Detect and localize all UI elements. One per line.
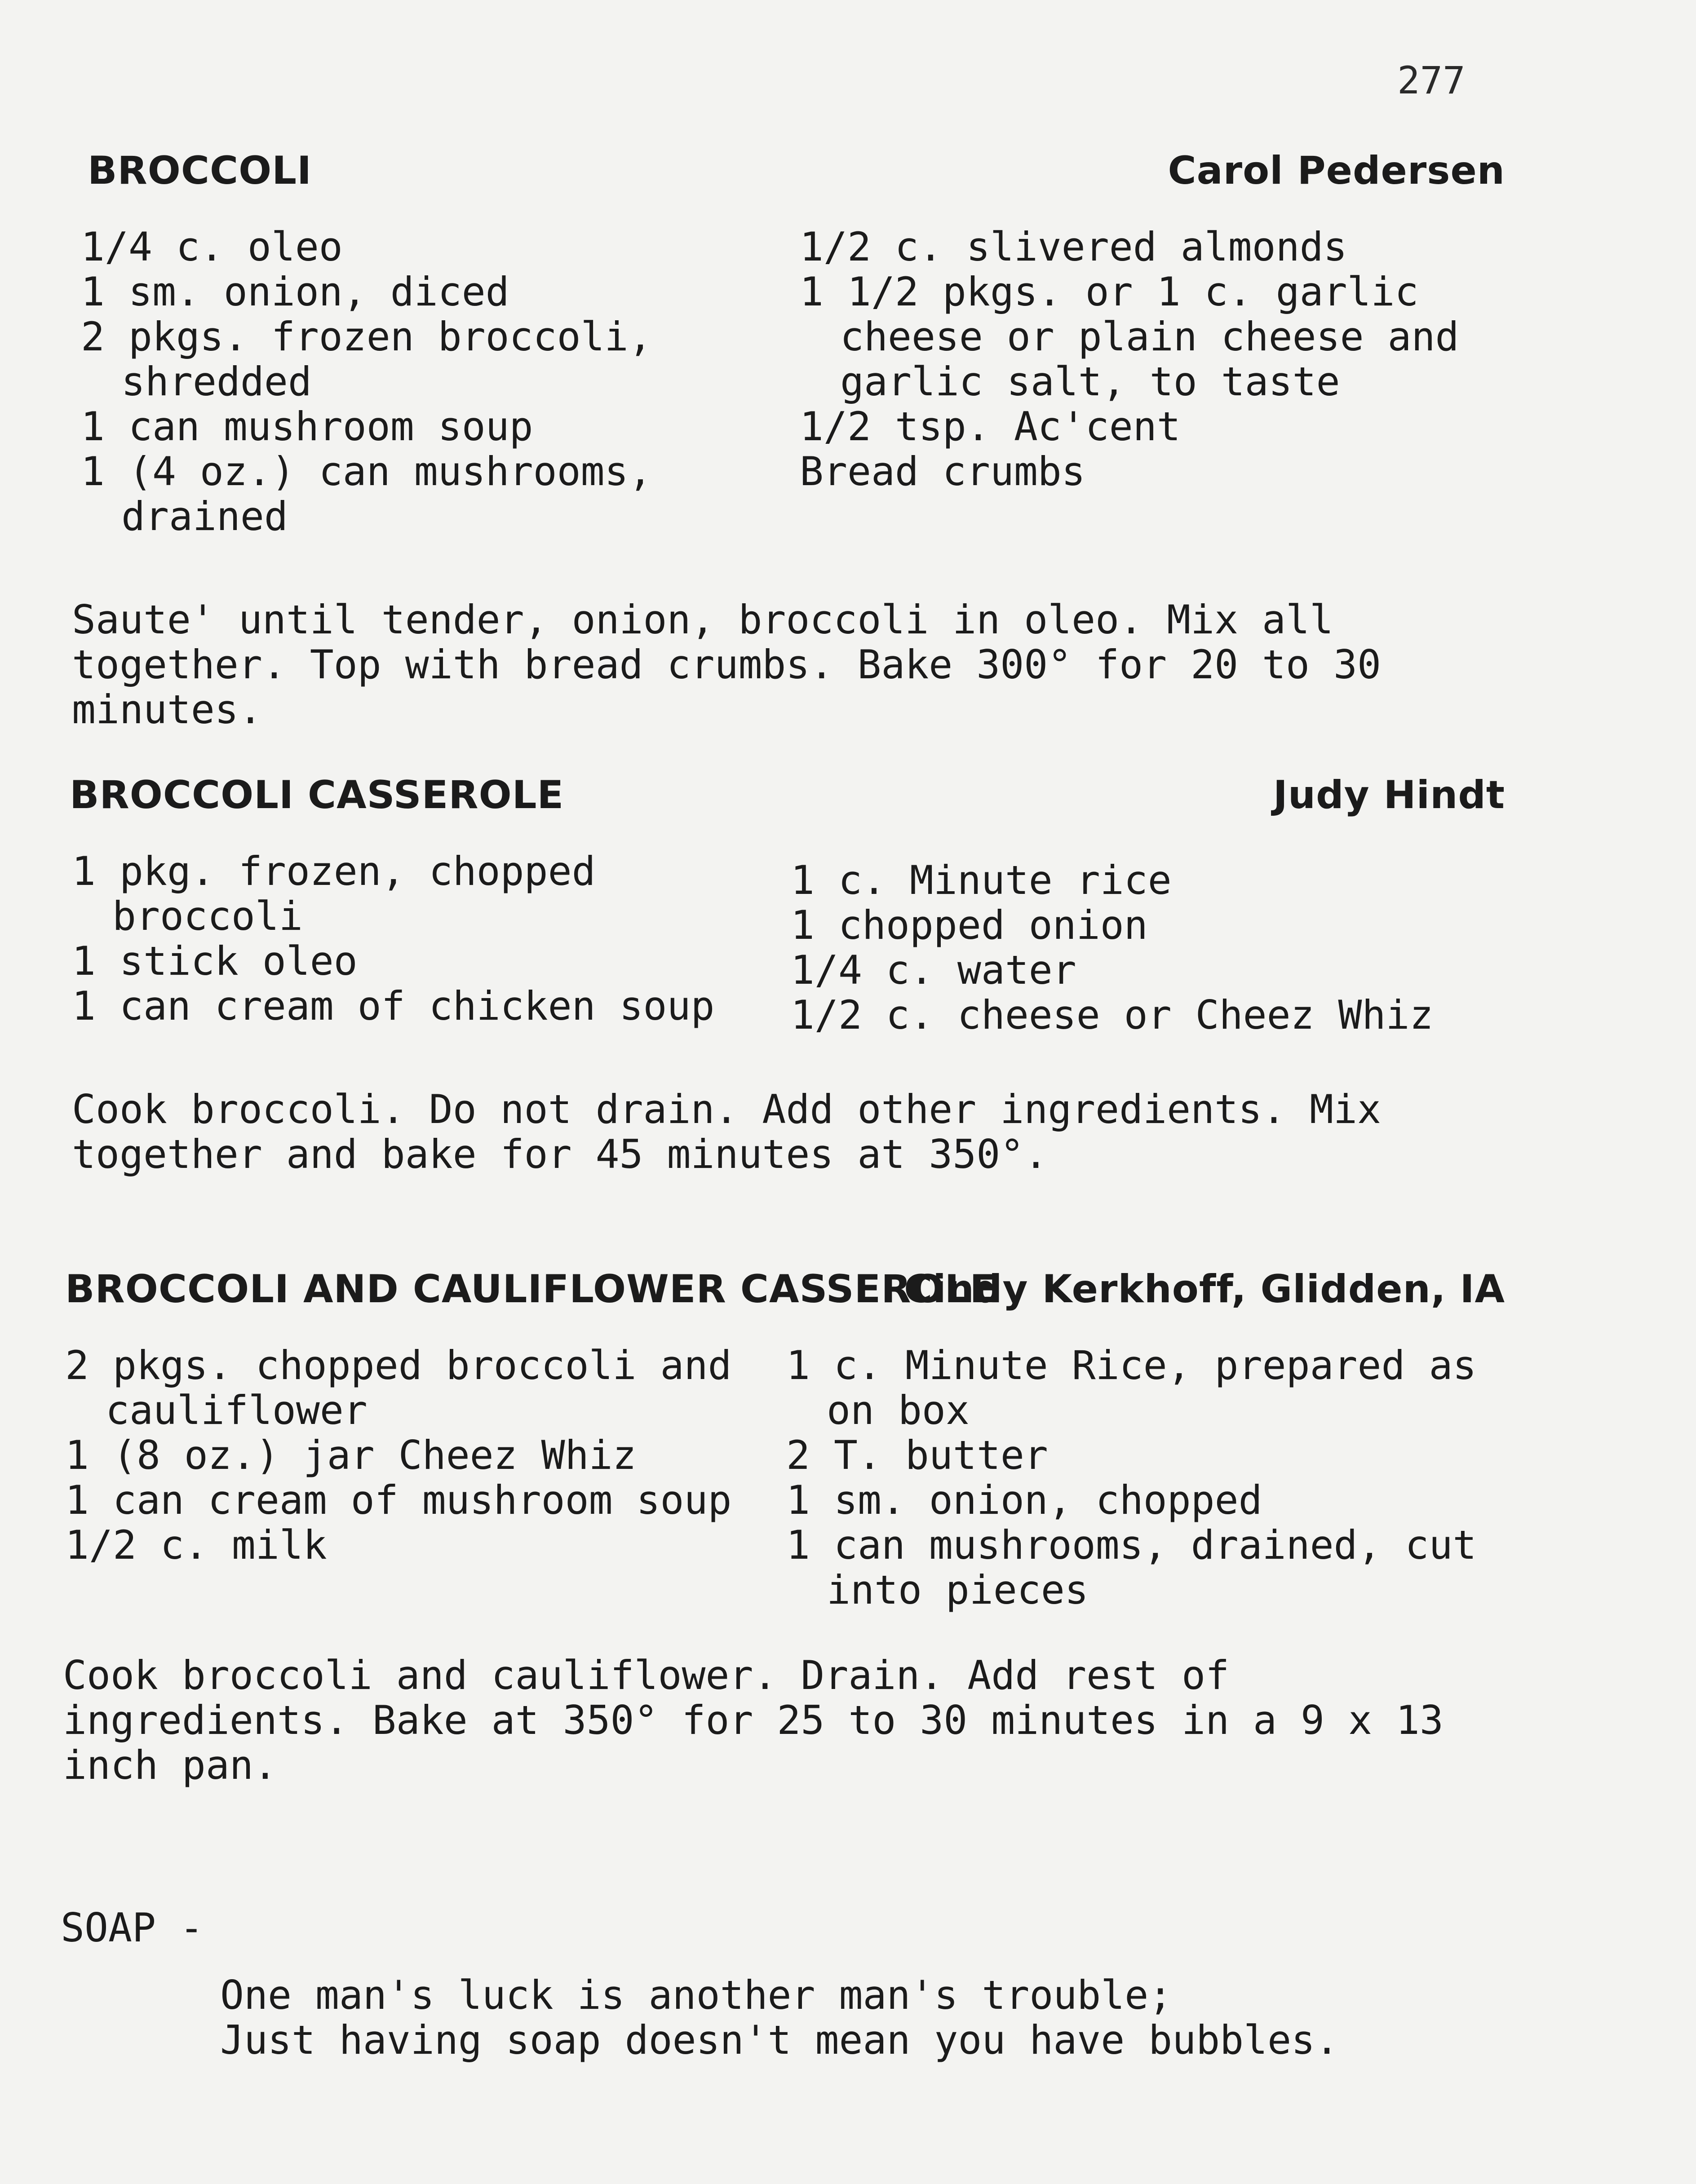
soap-line-2: Just having soap doesn't mean you have bubbles. — [220, 2017, 1339, 2063]
ingredient: 2 pkgs. frozen broccoli, shredded — [81, 314, 652, 405]
recipe-broccoli-cauliflower-casserole — [63, 1267, 1505, 1788]
recipe-title: BROCCOLI AND CAULIFLOWER CASSEROLE — [65, 1267, 997, 1312]
recipe-author: Carol Pedersen — [1168, 148, 1505, 193]
ingredient: 1 (4 oz.) can mushrooms, drained — [81, 448, 652, 539]
recipe-header — [63, 773, 1505, 822]
ingredient: 1 can cream of chicken soup — [72, 983, 715, 1029]
ingredient: 1/4 c. oleo — [81, 224, 343, 270]
page-number: 277 — [1397, 58, 1466, 102]
recipe-title: BROCCOLI CASSEROLE — [70, 773, 564, 818]
ingredient: 1 can cream of mushroom soup — [65, 1477, 732, 1523]
ingredient: 1 (8 oz.) jar Cheez Whiz — [65, 1432, 637, 1478]
recipe-directions: Cook broccoli. Do not drain. Add other ingredients. Mix together and bake for 45 minutes at 350°. — [72, 1086, 1381, 1177]
recipe-broccoli — [63, 148, 1505, 733]
ingredient: 1/4 c. water — [791, 947, 1076, 993]
recipe-title: BROCCOLI — [88, 148, 312, 193]
ingredient-column-left — [81, 225, 773, 539]
ingredient: 1 sm. onion, chopped — [786, 1477, 1262, 1523]
ingredient: 1 sm. onion, diced — [81, 269, 509, 315]
ingredient: 1 can mushroom soup — [81, 403, 533, 450]
recipe-author: Judy Hindt — [1273, 773, 1505, 818]
ingredient: Bread crumbs — [800, 448, 1085, 495]
ingredient: 1 1/2 pkgs. or 1 c. garlic cheese or plain cheese and garlic salt, to taste — [800, 269, 1459, 405]
recipe-directions: Cook broccoli and cauliflower. Drain. Add rest of ingredients. Bake at 350° for 25 to 30 minutes in a 9 x 13 inch pan. — [63, 1652, 1444, 1788]
recipe-directions: Saute' until tender, onion, broccoli in oleo. Mix all together. Top with bread crumbs. Bake 300° for 20 to 30 minutes. — [72, 597, 1381, 733]
ingredient: 1/2 tsp. Ac'cent — [800, 403, 1181, 450]
ingredient: 1 c. Minute rice — [791, 857, 1172, 903]
ingredient: 2 T. butter — [786, 1432, 1048, 1478]
ingredient-column-right — [786, 1343, 1505, 1613]
ingredient: 1 can mushrooms, drained, cut into pieces — [786, 1522, 1477, 1613]
ingredient-column-right — [800, 225, 1519, 494]
ingredient-column-right — [791, 858, 1510, 1038]
recipe-author: Cindy Kerkhoff, Glidden, IA — [904, 1267, 1505, 1312]
soap-line-1: One man's luck is another man's trouble; — [220, 1972, 1173, 2018]
ingredient-column-left — [72, 849, 764, 1029]
ingredient: 1/2 c. slivered almonds — [800, 224, 1347, 270]
ingredient-column-left — [65, 1343, 757, 1568]
recipe-header — [63, 1267, 1505, 1316]
ingredient: 1/2 c. milk — [65, 1522, 327, 1568]
ingredient: 1 c. Minute Rice, prepared as on box — [786, 1342, 1477, 1433]
soap-label: SOAP - — [61, 1905, 204, 1951]
ingredient: 1 stick oleo — [72, 938, 358, 984]
ingredient: 1/2 c. cheese or Cheez Whiz — [791, 992, 1434, 1038]
ingredient: 1 chopped onion — [791, 902, 1148, 948]
recipe-header — [63, 148, 1505, 198]
recipe-broccoli-casserole — [63, 773, 1505, 1177]
ingredient: 2 pkgs. chopped broccoli and cauliflower — [65, 1342, 732, 1433]
ingredient: 1 pkg. frozen, chopped broccoli — [72, 848, 596, 939]
